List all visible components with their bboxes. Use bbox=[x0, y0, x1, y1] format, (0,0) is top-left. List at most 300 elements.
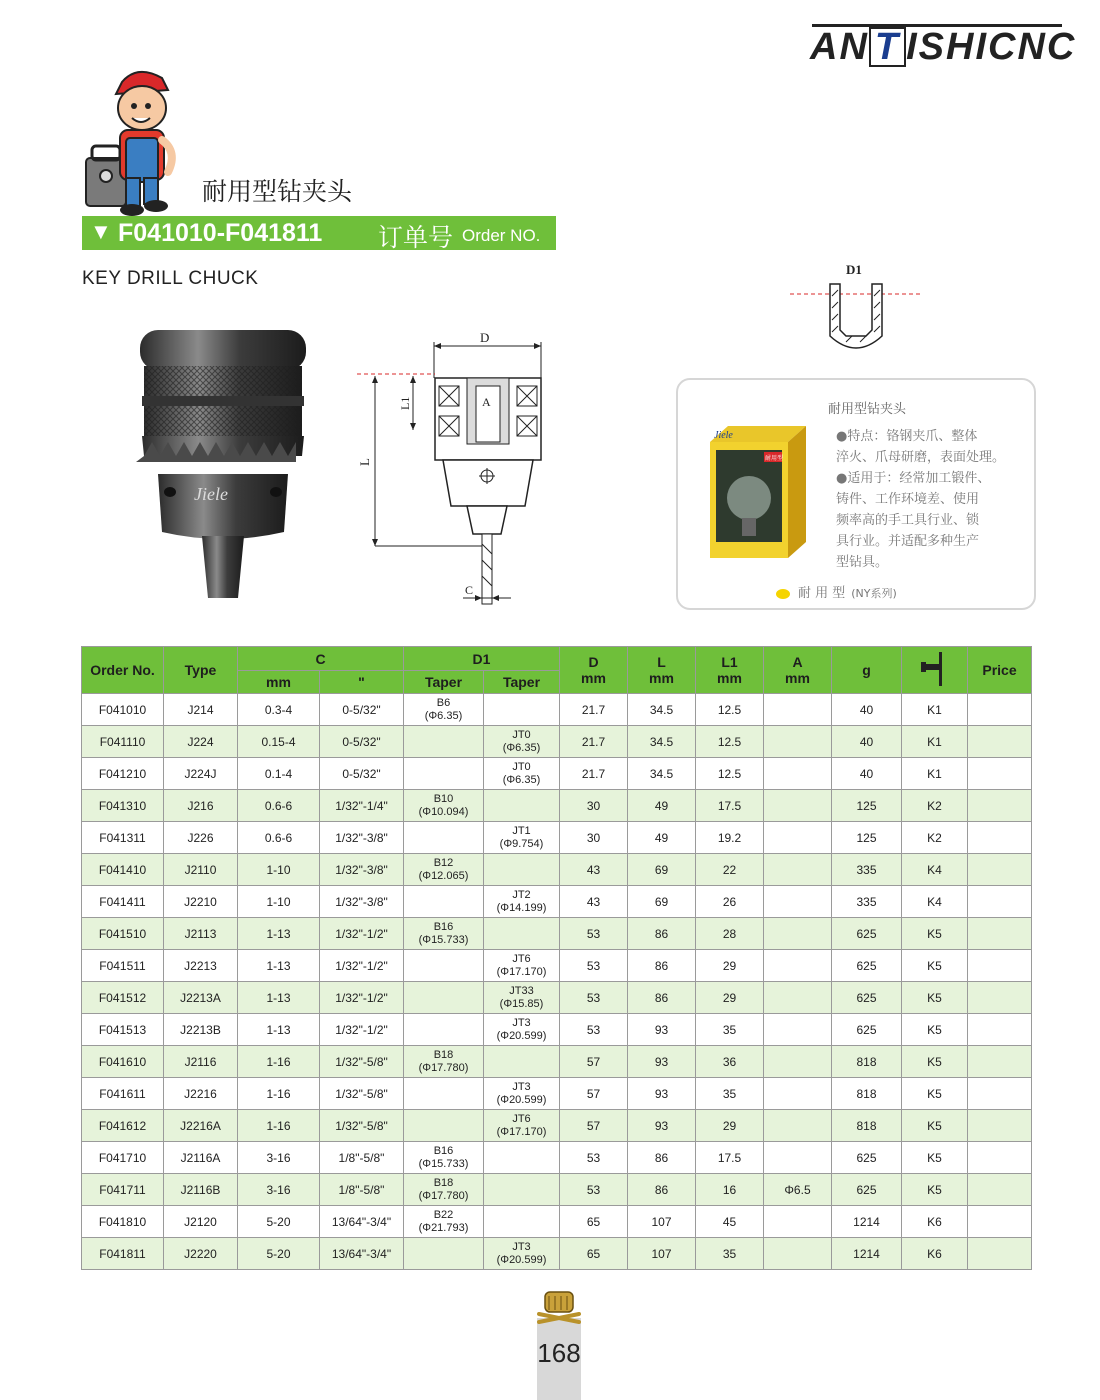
cell-l1: 17.5 bbox=[696, 1142, 764, 1174]
cell-key: K1 bbox=[902, 726, 968, 758]
page-number: 168 bbox=[537, 1338, 581, 1368]
cell-c-inch: 13/64"-3/4" bbox=[320, 1206, 404, 1238]
cell-a bbox=[764, 1046, 832, 1078]
cell-type: J2116B bbox=[164, 1174, 238, 1206]
cell-taper-b-dia: (Φ15.733) bbox=[418, 933, 469, 946]
triangle-down-icon: ▼ bbox=[90, 219, 112, 244]
drill-chuck-photo bbox=[134, 326, 312, 602]
table-row bbox=[82, 918, 1032, 950]
cell-taper-b bbox=[404, 822, 484, 854]
cell-taper-b bbox=[404, 1110, 484, 1142]
cell-l: 86 bbox=[628, 950, 696, 982]
cell-l1: 26 bbox=[696, 886, 764, 918]
cell-taper-jt-dia: (Φ9.754) bbox=[499, 837, 544, 850]
drill-chuck-footer-icon bbox=[537, 1290, 581, 1332]
cell-price bbox=[968, 758, 1032, 790]
cell-taper-b bbox=[404, 854, 484, 886]
cell-type: J2210 bbox=[164, 886, 238, 918]
cell-l: 93 bbox=[628, 1014, 696, 1046]
cell-type: J2213A bbox=[164, 982, 238, 1014]
cell-taper-b-name: B6 bbox=[436, 696, 451, 709]
cell-c-mm: 0.1-4 bbox=[238, 758, 320, 790]
order-range: F041010-F041811 bbox=[118, 219, 323, 247]
cell-l: 34.5 bbox=[628, 758, 696, 790]
cell-c-mm: 1-16 bbox=[238, 1078, 320, 1110]
dim-label-l1: L1 bbox=[398, 396, 412, 410]
cell-taper-b-dia: (Φ21.793) bbox=[418, 1221, 469, 1234]
cell-d: 43 bbox=[560, 886, 628, 918]
cell-order-no: F041010 bbox=[82, 694, 164, 726]
dimension-diagram bbox=[355, 330, 555, 610]
cell-taper-b bbox=[404, 1078, 484, 1110]
cell-l1: 29 bbox=[696, 1110, 764, 1142]
card-desc-line: 淬火、爪母研磨，表面处理。 bbox=[836, 450, 1006, 465]
table-row bbox=[82, 1110, 1032, 1142]
header-l-label: L bbox=[657, 654, 666, 670]
cell-l: 49 bbox=[628, 822, 696, 854]
cell-c-mm: 1-10 bbox=[238, 854, 320, 886]
cell-type: J2216A bbox=[164, 1110, 238, 1142]
card-desc-line: 具行业。并适配多种生产 bbox=[836, 534, 980, 549]
cell-c-mm: 3-16 bbox=[238, 1174, 320, 1206]
card-desc-line: 铸件、工作环境差、使用 bbox=[836, 492, 980, 507]
cell-g: 335 bbox=[832, 886, 902, 918]
cell-taper-jt bbox=[484, 854, 560, 886]
cell-c-inch: 1/32"-1/4" bbox=[320, 790, 404, 822]
cell-taper-b-dia: (Φ17.780) bbox=[418, 1061, 469, 1074]
cell-order-no: F041311 bbox=[82, 822, 164, 854]
cell-order-no: F041512 bbox=[82, 982, 164, 1014]
cell-taper-jt bbox=[484, 1046, 560, 1078]
cell-d: 53 bbox=[560, 1142, 628, 1174]
header-c: C bbox=[238, 647, 404, 671]
cell-taper-b-dia: (Φ6.35) bbox=[424, 709, 463, 722]
header-g: g bbox=[832, 647, 902, 694]
cell-c-inch: 1/32"-3/8" bbox=[320, 854, 404, 886]
cell-key: K2 bbox=[902, 790, 968, 822]
header-price: Price bbox=[968, 647, 1032, 694]
cell-l: 93 bbox=[628, 1110, 696, 1142]
cell-key: K5 bbox=[902, 1046, 968, 1078]
cell-taper-b bbox=[404, 886, 484, 918]
cell-l: 86 bbox=[628, 918, 696, 950]
cell-type: J2213B bbox=[164, 1014, 238, 1046]
cell-taper-jt-dia: (Φ20.599) bbox=[496, 1029, 547, 1042]
spec-table-body bbox=[82, 694, 1032, 1270]
cell-a bbox=[764, 822, 832, 854]
cell-taper-b bbox=[404, 1046, 484, 1078]
table-row bbox=[82, 822, 1032, 854]
header-d-unit: mm bbox=[581, 670, 606, 686]
card-footer-series: (NY系列) bbox=[851, 587, 897, 600]
order-label-cn: 订单号 bbox=[378, 223, 454, 252]
cell-c-inch: 13/64"-3/4" bbox=[320, 1238, 404, 1270]
product-box-image bbox=[706, 422, 808, 562]
cell-price bbox=[968, 1174, 1032, 1206]
cell-taper-jt bbox=[484, 1142, 560, 1174]
cell-price bbox=[968, 790, 1032, 822]
cell-d: 65 bbox=[560, 1206, 628, 1238]
cell-c-inch: 1/32"-1/2" bbox=[320, 918, 404, 950]
cell-taper-jt bbox=[484, 918, 560, 950]
cell-d: 57 bbox=[560, 1046, 628, 1078]
logo-text-part: ISHICNC bbox=[906, 26, 1077, 68]
cell-c-inch: 1/32"-3/8" bbox=[320, 822, 404, 854]
cell-key: K5 bbox=[902, 1078, 968, 1110]
cell-type: J2220 bbox=[164, 1238, 238, 1270]
cell-a bbox=[764, 1142, 832, 1174]
cell-key: K2 bbox=[902, 822, 968, 854]
card-footer-label: 耐 用 型 bbox=[798, 586, 846, 601]
cell-taper-jt bbox=[484, 950, 560, 982]
cell-taper-jt-name: JT3 bbox=[512, 1016, 531, 1029]
cell-c-mm: 5-20 bbox=[238, 1206, 320, 1238]
card-title: 耐用型钻夹头 bbox=[828, 402, 907, 417]
table-row bbox=[82, 854, 1032, 886]
cell-d: 53 bbox=[560, 1174, 628, 1206]
cell-taper-jt bbox=[484, 1110, 560, 1142]
header-l1-label: L1 bbox=[721, 654, 738, 670]
header-d1-taper-jt: Taper bbox=[484, 671, 560, 694]
cell-taper-jt bbox=[484, 726, 560, 758]
cell-key: K5 bbox=[902, 1014, 968, 1046]
cell-order-no: F041810 bbox=[82, 1206, 164, 1238]
info-card bbox=[676, 378, 1036, 610]
table-row bbox=[82, 726, 1032, 758]
card-description bbox=[836, 426, 1020, 573]
cell-taper-b-dia: (Φ17.780) bbox=[418, 1189, 469, 1202]
cell-order-no: F041510 bbox=[82, 918, 164, 950]
cell-key: K1 bbox=[902, 694, 968, 726]
cell-taper-b bbox=[404, 950, 484, 982]
logo-boxed-letter: T bbox=[869, 27, 906, 67]
cell-l1: 35 bbox=[696, 1238, 764, 1270]
cell-l: 69 bbox=[628, 886, 696, 918]
cell-price bbox=[968, 918, 1032, 950]
cell-a bbox=[764, 918, 832, 950]
cell-a bbox=[764, 694, 832, 726]
cell-g: 625 bbox=[832, 1142, 902, 1174]
table-row bbox=[82, 982, 1032, 1014]
cell-c-inch: 1/8"-5/8" bbox=[320, 1142, 404, 1174]
dim-label-l: L bbox=[357, 458, 372, 466]
cell-d: 53 bbox=[560, 1014, 628, 1046]
cell-a: Φ6.5 bbox=[764, 1174, 832, 1206]
cell-taper-jt-name: JT6 bbox=[512, 952, 531, 965]
cell-a bbox=[764, 1014, 832, 1046]
cell-g: 625 bbox=[832, 982, 902, 1014]
box-badge-text: 耐用型 bbox=[765, 455, 784, 462]
cell-key: K5 bbox=[902, 1110, 968, 1142]
cell-d: 57 bbox=[560, 1078, 628, 1110]
cell-taper-b-dia: (Φ10.094) bbox=[418, 805, 469, 818]
table-row bbox=[82, 1142, 1032, 1174]
cell-price bbox=[968, 1014, 1032, 1046]
cell-type: J2116A bbox=[164, 1142, 238, 1174]
cell-key: K6 bbox=[902, 1238, 968, 1270]
cell-taper-jt-name: JT1 bbox=[512, 824, 531, 837]
cell-l: 86 bbox=[628, 1174, 696, 1206]
cell-type: J2120 bbox=[164, 1206, 238, 1238]
cell-g: 335 bbox=[832, 854, 902, 886]
cell-l1: 29 bbox=[696, 950, 764, 982]
cell-c-inch: 1/32"-1/2" bbox=[320, 982, 404, 1014]
table-row bbox=[82, 1206, 1032, 1238]
cell-key: K4 bbox=[902, 854, 968, 886]
table-row bbox=[82, 758, 1032, 790]
cell-taper-b bbox=[404, 1238, 484, 1270]
cell-taper-jt bbox=[484, 822, 560, 854]
cell-taper-jt bbox=[484, 1078, 560, 1110]
header-d1-taper-b: Taper bbox=[404, 671, 484, 694]
card-desc-line: ●特点：铬钢夹爪、整体 bbox=[836, 429, 978, 444]
cell-taper-b-name: B18 bbox=[433, 1176, 454, 1189]
cell-c-inch: 1/32"-1/2" bbox=[320, 950, 404, 982]
cell-c-inch: 1/32"-5/8" bbox=[320, 1110, 404, 1142]
cell-g: 40 bbox=[832, 694, 902, 726]
cell-taper-jt-name: JT6 bbox=[512, 1112, 531, 1125]
cell-l1: 19.2 bbox=[696, 822, 764, 854]
cell-l: 107 bbox=[628, 1206, 696, 1238]
cell-a bbox=[764, 726, 832, 758]
cell-c-mm: 1-16 bbox=[238, 1110, 320, 1142]
cell-price bbox=[968, 1206, 1032, 1238]
cell-order-no: F041610 bbox=[82, 1046, 164, 1078]
table-row bbox=[82, 950, 1032, 982]
brand-logo bbox=[810, 22, 1077, 72]
cell-g: 625 bbox=[832, 918, 902, 950]
cell-c-mm: 0.6-6 bbox=[238, 822, 320, 854]
cell-taper-jt-dia: (Φ6.35) bbox=[502, 773, 541, 786]
cell-taper-b bbox=[404, 758, 484, 790]
cell-taper-jt bbox=[484, 758, 560, 790]
cell-taper-b-name: B16 bbox=[433, 920, 454, 933]
cell-l: 69 bbox=[628, 854, 696, 886]
cell-d: 57 bbox=[560, 1110, 628, 1142]
cell-order-no: F041310 bbox=[82, 790, 164, 822]
cell-c-mm: 0.6-6 bbox=[238, 790, 320, 822]
cell-c-mm: 5-20 bbox=[238, 1238, 320, 1270]
cell-a bbox=[764, 758, 832, 790]
header-d bbox=[560, 647, 628, 694]
cell-taper-b-name: B12 bbox=[433, 856, 454, 869]
cell-price bbox=[968, 854, 1032, 886]
cell-d: 53 bbox=[560, 950, 628, 982]
cell-l: 107 bbox=[628, 1238, 696, 1270]
table-row bbox=[82, 694, 1032, 726]
cell-order-no: F041710 bbox=[82, 1142, 164, 1174]
cell-d: 21.7 bbox=[560, 726, 628, 758]
cell-d: 30 bbox=[560, 790, 628, 822]
cell-d: 30 bbox=[560, 822, 628, 854]
order-number-bar bbox=[82, 216, 556, 250]
cell-taper-jt bbox=[484, 1014, 560, 1046]
section-title-cn: 耐用型钻夹头 bbox=[202, 177, 353, 206]
spec-table bbox=[81, 646, 1032, 1270]
cell-taper-jt-name: JT2 bbox=[512, 888, 531, 901]
mascot-illustration bbox=[82, 68, 192, 218]
cell-taper-jt bbox=[484, 694, 560, 726]
cell-c-inch: 1/32"-1/2" bbox=[320, 1014, 404, 1046]
cell-type: J216 bbox=[164, 790, 238, 822]
dim-label-d1: D1 bbox=[846, 262, 862, 277]
cell-l: 86 bbox=[628, 982, 696, 1014]
cell-c-inch: 1/32"-5/8" bbox=[320, 1046, 404, 1078]
cell-type: J2216 bbox=[164, 1078, 238, 1110]
cell-taper-jt-dia: (Φ6.35) bbox=[502, 741, 541, 754]
cell-order-no: F041411 bbox=[82, 886, 164, 918]
cell-price bbox=[968, 1142, 1032, 1174]
dim-label-a: A bbox=[482, 395, 491, 409]
cell-key: K5 bbox=[902, 950, 968, 982]
cell-a bbox=[764, 982, 832, 1014]
cell-c-mm: 1-13 bbox=[238, 1014, 320, 1046]
box-brand-mark: Jiele bbox=[714, 430, 733, 441]
cell-l1: 45 bbox=[696, 1206, 764, 1238]
cell-key: K5 bbox=[902, 918, 968, 950]
cell-price bbox=[968, 1238, 1032, 1270]
cell-taper-b bbox=[404, 918, 484, 950]
header-d-label: D bbox=[588, 654, 599, 670]
cell-c-mm: 0.15-4 bbox=[238, 726, 320, 758]
dim-label-c: C bbox=[465, 583, 474, 597]
cell-c-inch: 1/32"-3/8" bbox=[320, 886, 404, 918]
table-row bbox=[82, 886, 1032, 918]
cell-g: 125 bbox=[832, 790, 902, 822]
cell-g: 625 bbox=[832, 1174, 902, 1206]
cell-taper-jt-name: JT33 bbox=[509, 984, 534, 997]
logo-text-part: AN bbox=[810, 26, 869, 68]
header-key bbox=[902, 647, 968, 694]
cell-taper-b bbox=[404, 1014, 484, 1046]
cell-price bbox=[968, 950, 1032, 982]
cell-l1: 12.5 bbox=[696, 694, 764, 726]
cell-c-mm: 1-13 bbox=[238, 950, 320, 982]
cell-a bbox=[764, 950, 832, 982]
cell-taper-jt bbox=[484, 1174, 560, 1206]
header-l1-unit: mm bbox=[717, 670, 742, 686]
cell-l1: 12.5 bbox=[696, 726, 764, 758]
cell-l: 34.5 bbox=[628, 726, 696, 758]
cell-a bbox=[764, 886, 832, 918]
cell-taper-b-dia: (Φ12.065) bbox=[418, 869, 469, 882]
cell-taper-b bbox=[404, 1142, 484, 1174]
cell-g: 1214 bbox=[832, 1206, 902, 1238]
header-order-no: Order No. bbox=[82, 647, 164, 694]
cell-taper-jt-name: JT0 bbox=[512, 760, 531, 773]
cell-order-no: F041513 bbox=[82, 1014, 164, 1046]
key-icon bbox=[920, 650, 950, 688]
cell-c-inch: 0-5/32" bbox=[320, 758, 404, 790]
cell-l1: 29 bbox=[696, 982, 764, 1014]
cell-l1: 35 bbox=[696, 1014, 764, 1046]
cell-taper-jt-dia: (Φ17.170) bbox=[496, 965, 547, 978]
cell-type: J224 bbox=[164, 726, 238, 758]
cell-price bbox=[968, 886, 1032, 918]
cell-taper-b-name: B10 bbox=[433, 792, 454, 805]
cell-g: 625 bbox=[832, 950, 902, 982]
cell-order-no: F041110 bbox=[82, 726, 164, 758]
cell-g: 40 bbox=[832, 758, 902, 790]
cell-l: 34.5 bbox=[628, 694, 696, 726]
cell-c-mm: 3-16 bbox=[238, 1142, 320, 1174]
cell-l: 49 bbox=[628, 790, 696, 822]
cell-taper-jt bbox=[484, 886, 560, 918]
cell-a bbox=[764, 1206, 832, 1238]
header-d1: D1 bbox=[404, 647, 560, 671]
cell-taper-jt-name: JT3 bbox=[512, 1080, 531, 1093]
cell-l1: 36 bbox=[696, 1046, 764, 1078]
cell-order-no: F041410 bbox=[82, 854, 164, 886]
cell-c-mm: 1-16 bbox=[238, 1046, 320, 1078]
cell-taper-b-dia: (Φ15.733) bbox=[418, 1157, 469, 1170]
cell-taper-jt bbox=[484, 1238, 560, 1270]
yellow-dot-icon bbox=[776, 589, 790, 599]
header-type: Type bbox=[164, 647, 238, 694]
cell-c-mm: 1-13 bbox=[238, 918, 320, 950]
cell-taper-b bbox=[404, 982, 484, 1014]
card-footer bbox=[776, 582, 897, 601]
cell-l1: 17.5 bbox=[696, 790, 764, 822]
header-l1 bbox=[696, 647, 764, 694]
cell-type: J2113 bbox=[164, 918, 238, 950]
cell-g: 40 bbox=[832, 726, 902, 758]
cell-l1: 28 bbox=[696, 918, 764, 950]
cell-c-mm: 1-13 bbox=[238, 982, 320, 1014]
header-a-unit: mm bbox=[785, 670, 810, 686]
cell-taper-jt-dia: (Φ15.85) bbox=[499, 997, 544, 1010]
table-row bbox=[82, 790, 1032, 822]
cell-taper-jt-name: JT3 bbox=[512, 1240, 531, 1253]
cell-key: K5 bbox=[902, 982, 968, 1014]
header-l bbox=[628, 647, 696, 694]
cell-taper-b bbox=[404, 1174, 484, 1206]
cell-price bbox=[968, 822, 1032, 854]
cell-l1: 35 bbox=[696, 1078, 764, 1110]
cell-taper-jt-dia: (Φ20.599) bbox=[496, 1253, 547, 1266]
cell-taper-b bbox=[404, 1206, 484, 1238]
table-row bbox=[82, 1078, 1032, 1110]
header-c-inch: " bbox=[320, 671, 404, 694]
cell-taper-jt bbox=[484, 790, 560, 822]
cell-type: J226 bbox=[164, 822, 238, 854]
card-desc-line: 型钻具。 bbox=[836, 555, 889, 570]
cell-price bbox=[968, 982, 1032, 1014]
cell-d: 21.7 bbox=[560, 694, 628, 726]
cell-a bbox=[764, 854, 832, 886]
cell-order-no: F041611 bbox=[82, 1078, 164, 1110]
cell-key: K5 bbox=[902, 1142, 968, 1174]
cell-l1: 12.5 bbox=[696, 758, 764, 790]
cell-a bbox=[764, 790, 832, 822]
cell-order-no: F041711 bbox=[82, 1174, 164, 1206]
cell-taper-jt-dia: (Φ17.170) bbox=[496, 1125, 547, 1138]
cell-l1: 16 bbox=[696, 1174, 764, 1206]
cell-taper-jt bbox=[484, 982, 560, 1014]
cell-g: 125 bbox=[832, 822, 902, 854]
cell-g: 818 bbox=[832, 1110, 902, 1142]
cell-c-mm: 0.3-4 bbox=[238, 694, 320, 726]
cell-d: 21.7 bbox=[560, 758, 628, 790]
cell-price bbox=[968, 726, 1032, 758]
dim-label-d: D bbox=[480, 330, 490, 345]
cell-taper-b-name: B16 bbox=[433, 1144, 454, 1157]
cell-l: 93 bbox=[628, 1078, 696, 1110]
table-row bbox=[82, 1238, 1032, 1270]
product-subtitle: KEY DRILL CHUCK bbox=[82, 268, 259, 289]
cell-d: 53 bbox=[560, 982, 628, 1014]
cell-c-inch: 0-5/32" bbox=[320, 726, 404, 758]
